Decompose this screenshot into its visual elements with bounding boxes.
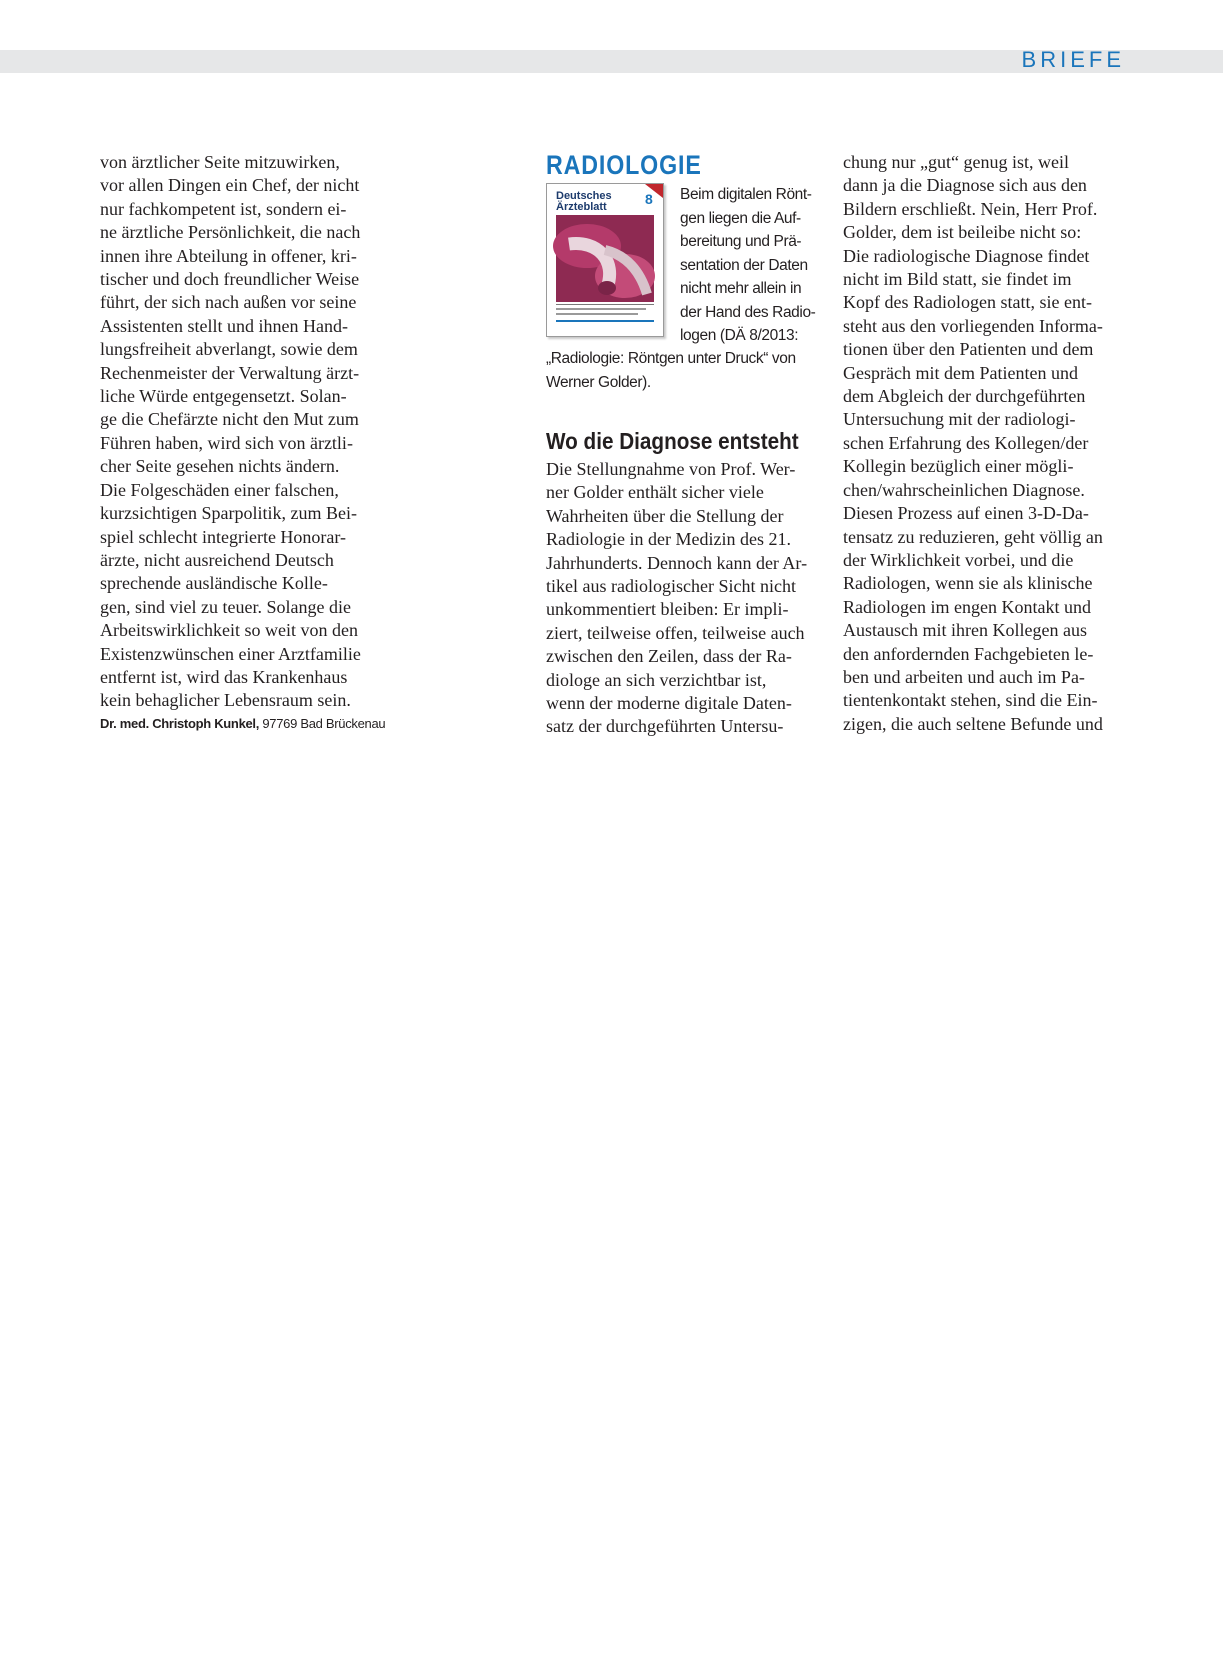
text-line: wenn der moderne digitale Daten- xyxy=(546,693,792,714)
text-line: sentation der Daten xyxy=(680,256,808,274)
text-line: der Hand des Radio- xyxy=(680,303,816,321)
text-line: liche Würde entgegensetzt. Solan- xyxy=(100,386,347,407)
text-line: Existenzwünschen einer Arztfamilie xyxy=(100,643,361,664)
text-line: nur fachkompetent ist, sondern ei- xyxy=(100,198,347,219)
text-line: den anfordernden Fachgebieten le- xyxy=(843,643,1094,664)
text-line: lungsfreiheit abverlangt, sowie dem xyxy=(100,339,358,360)
magazine-cover-image xyxy=(546,183,664,337)
text-line: ben und arbeiten und auch im Pa- xyxy=(843,666,1085,687)
text-line: führt, der sich nach außen vor seine xyxy=(100,292,357,313)
text-line: Kollegin bezüglich einer mögli- xyxy=(843,456,1074,477)
author-name: Dr. med. Christoph Kunkel, xyxy=(100,715,260,731)
text-line: ziert, teilweise offen, teilweise auch xyxy=(546,622,805,643)
text-line: vor allen Dingen ein Chef, der nicht xyxy=(100,175,360,196)
text-line: Austausch mit ihren Kollegen aus xyxy=(843,620,1087,641)
text-line: tensatz zu reduzieren, geht völlig an xyxy=(843,526,1103,547)
article-body-part1 xyxy=(546,458,826,739)
text-line: innen ihre Abteilung in offener, kri- xyxy=(100,245,357,266)
text-line: Bildern erschließt. Nein, Herr Prof. xyxy=(843,198,1098,219)
letter-body xyxy=(100,151,382,713)
text-line: zigen, die auch seltene Befunde und xyxy=(843,713,1103,734)
text-line: gen, sind viel zu teuer. Solange die xyxy=(100,596,351,617)
cover-title-line1: Deutsches xyxy=(556,190,612,202)
text-line: Die Stellungnahme von Prof. Wer- xyxy=(546,459,796,479)
text-line: Arbeitswirklichkeit so weit von den xyxy=(100,620,358,641)
magazine-cover-art xyxy=(547,184,663,336)
text-line: Diesen Prozess auf einen 3-D-Da- xyxy=(843,503,1089,524)
text-line: gen liegen die Auf- xyxy=(680,209,801,227)
text-line: logen (DÄ 8/2013: xyxy=(680,327,799,344)
topic-heading: RADIOLOGIE xyxy=(546,150,702,180)
text-line: ge die Chefärzte nicht den Mut zum xyxy=(100,409,359,430)
letter-signature xyxy=(100,715,386,733)
text-line: Radiologen im engen Kontakt und xyxy=(843,596,1091,617)
cover-title-line2: Ärzteblatt xyxy=(556,201,607,213)
text-line: Die radiologische Diagnose findet xyxy=(843,245,1090,266)
text-line: Beim digitalen Rönt- xyxy=(680,186,812,203)
text-line: ner Golder enthält sicher viele xyxy=(546,482,764,503)
text-line: Rechenmeister der Verwaltung ärzt- xyxy=(100,362,360,383)
text-line: satz der durchgeführten Untersu- xyxy=(546,716,784,737)
teaser-text-full xyxy=(546,347,796,394)
author-place: 97769 Bad Brückenau xyxy=(259,715,386,731)
text-line: Radiologie in der Medizin des 21. xyxy=(546,529,791,550)
text-line: sprechende ausländische Kolle- xyxy=(100,573,328,594)
letter-column-1 xyxy=(100,151,386,733)
teaser-text-right xyxy=(680,183,815,348)
text-line: schen Erfahrung des Kollegen/der xyxy=(843,432,1089,453)
text-line: „Radiologie: Röntgen unter Druck“ von xyxy=(546,350,796,367)
article-headline: Wo die Diagnose entsteht xyxy=(546,428,799,454)
text-line: tientenkontakt stehen, sind die Ein- xyxy=(843,690,1098,711)
text-line: dem Abgleich der durchgeführten xyxy=(843,386,1086,407)
text-line: cher Seite gesehen nichts ändern. xyxy=(100,456,340,477)
text-line: Golder, dem ist beileibe nicht so: xyxy=(843,222,1082,243)
text-line: tionen über den Patienten und dem xyxy=(843,339,1094,360)
text-line: der Wirklichkeit vorbei, und die xyxy=(843,549,1074,570)
teaser-block xyxy=(546,183,826,393)
text-line: tischer und doch freundlicher Weise xyxy=(100,269,360,290)
text-line: spiel schlecht integrierte Honorar- xyxy=(100,526,347,547)
letter-column-2 xyxy=(546,151,826,739)
text-line: bereitung und Prä- xyxy=(680,233,802,250)
article-body-part2 xyxy=(843,151,1125,736)
text-line: Jahrhunderts. Dennoch kann der Ar- xyxy=(546,552,808,573)
text-line: ärzte, nicht ausreichend Deutsch xyxy=(100,549,334,570)
text-line: chen/wahrscheinlichen Diagnose. xyxy=(843,479,1085,500)
text-line: von ärztlicher Seite mitzuwirken, xyxy=(100,152,340,172)
text-line: chung nur „gut“ genug ist, weil xyxy=(843,152,1069,172)
text-line: nicht mehr allein in xyxy=(680,280,802,297)
text-line: Die Folgeschäden einer falschen, xyxy=(100,479,339,500)
text-line: Radiologen, wenn sie als klinische xyxy=(843,573,1093,594)
cover-issue-number: 8 xyxy=(645,191,653,207)
text-line: nicht im Bild statt, sie findet im xyxy=(843,269,1072,290)
text-line: kurzsichtigen Sparpolitik, zum Bei- xyxy=(100,503,357,524)
text-line: Kopf des Radiologen statt, sie ent- xyxy=(843,292,1092,313)
section-label: BRIEFE xyxy=(1021,47,1125,72)
letter-column-3 xyxy=(843,151,1125,736)
text-line: entfernt ist, wird das Krankenhaus xyxy=(100,666,348,687)
text-line: Assistenten stellt und ihnen Hand- xyxy=(100,315,348,336)
text-line: diologe an sich verzichtbar ist, xyxy=(546,669,767,690)
text-line: zwischen den Zeilen, dass der Ra- xyxy=(546,646,792,667)
text-line: tikel aus radiologischer Sicht nicht xyxy=(546,576,796,597)
text-line: Führen haben, wird sich von ärztli- xyxy=(100,432,353,453)
text-line: unkommentiert bleiben: Er impli- xyxy=(546,599,789,620)
text-line: dann ja die Diagnose sich aus den xyxy=(843,175,1087,196)
text-line: Gespräch mit dem Patienten und xyxy=(843,362,1078,383)
text-line: ne ärztliche Persönlichkeit, die nach xyxy=(100,222,361,243)
text-line: steht aus den vorliegenden Informa- xyxy=(843,315,1103,336)
text-line: Werner Golder). xyxy=(546,373,651,391)
text-line: Wahrheiten über die Stellung der xyxy=(546,505,784,526)
text-line: Untersuchung mit der radiologi- xyxy=(843,409,1076,430)
text-line: kein behaglicher Lebensraum sein. xyxy=(100,690,351,711)
